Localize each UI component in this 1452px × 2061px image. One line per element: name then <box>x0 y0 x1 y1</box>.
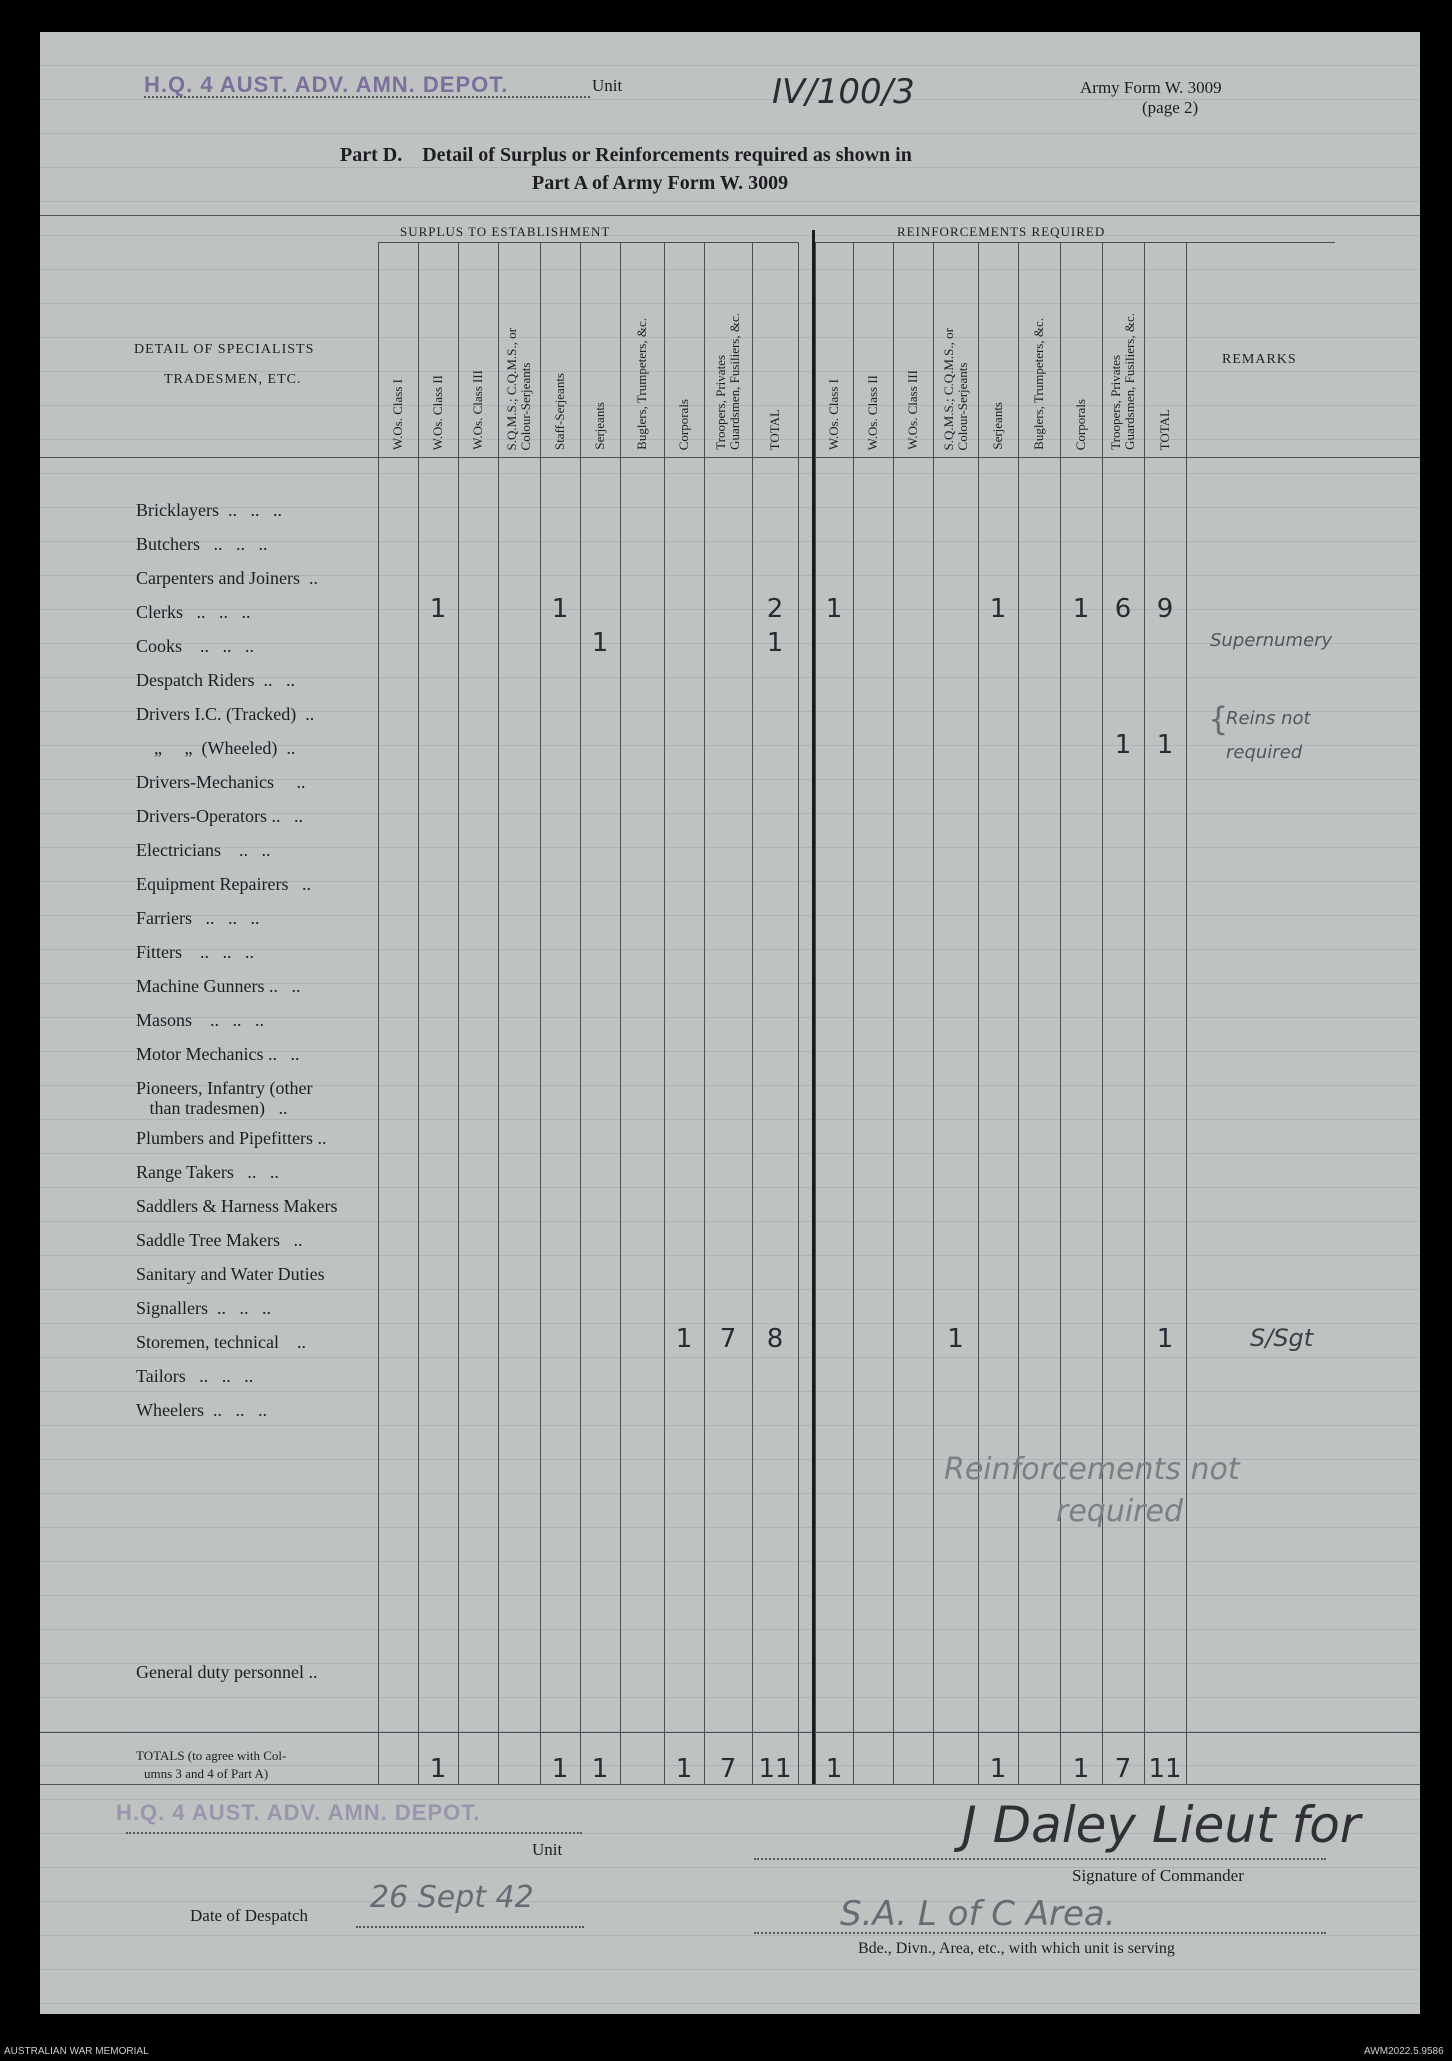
column-divider <box>752 242 753 1784</box>
column-divider <box>933 242 934 1784</box>
date-of-despatch-value: 26 Sept 42 <box>370 1880 534 1915</box>
unit-label: Unit <box>592 76 623 95</box>
row-label: „ „ (Wheeled) .. <box>136 738 296 758</box>
area-value: S.A. L of C Area. <box>840 1894 1116 1934</box>
column-divider <box>1060 242 1061 1784</box>
remark-general-2: required <box>1056 1494 1184 1529</box>
totals-value: 7 <box>719 1754 737 1784</box>
column-divider <box>620 242 621 1784</box>
column-header-label: W.Os. Class II <box>865 374 880 450</box>
column-header-label: Troopers, Privates Guardsmen, Fusiliers, &c. <box>713 313 742 450</box>
row-label: Masons .. .. .. <box>136 1010 265 1030</box>
reinforcement-column-header <box>933 250 978 450</box>
row-label: Range Takers .. .. <box>136 1162 279 1182</box>
cell-value: 1 <box>675 1324 693 1354</box>
column-header-label: Troopers, Privates Guardsmen, Fusiliers, &c. <box>1108 313 1137 450</box>
remark-cooks: Supernumery <box>1210 630 1333 651</box>
section-divider <box>812 230 815 1784</box>
reinforcement-column-header <box>853 250 893 450</box>
reinforcement-column-header <box>1102 250 1144 450</box>
part-title-line-1: Part D. Detail of Surplus or Reinforcements required as shown in <box>340 144 912 166</box>
column-divider <box>664 242 665 1784</box>
column-divider <box>540 242 541 1784</box>
archive-credit: AUSTRALIAN WAR MEMORIAL <box>4 2046 149 2057</box>
reinforcement-column-header <box>1018 250 1060 450</box>
form-sheet <box>40 32 1420 2014</box>
column-header-label: TOTAL <box>1157 408 1172 450</box>
column-header-label: W.Os. Class III <box>905 370 920 450</box>
cell-value: 1 <box>1156 730 1174 760</box>
row-label: Cooks .. .. .. <box>136 636 255 656</box>
column-divider <box>418 242 419 1784</box>
column-header-label: W.Os. Class I <box>826 378 841 450</box>
remark-storemen: S/Sgt <box>1250 1324 1314 1352</box>
totals-value: 1 <box>1072 1754 1090 1784</box>
row-label: Tailors .. .. .. <box>136 1366 254 1386</box>
cell-value: 1 <box>766 628 784 658</box>
row-label: Drivers-Operators .. .. <box>136 806 303 826</box>
reference-number: IV/100/3 <box>772 72 915 112</box>
reinforcement-column-header <box>893 250 933 450</box>
totals-value: 7 <box>1114 1754 1132 1784</box>
surplus-heading: SURPLUS TO ESTABLISHMENT <box>400 224 611 239</box>
cell-value: 1 <box>1156 1324 1174 1354</box>
row-label: Storemen, technical .. <box>136 1332 306 1352</box>
area-line <box>754 1932 1326 1934</box>
column-header-label: W.Os. Class III <box>470 370 485 450</box>
cell-value: 1 <box>1072 594 1090 624</box>
column-header-label: W.Os. Class II <box>430 374 445 450</box>
column-header-label: Corporals <box>1073 398 1088 450</box>
table-bottom-rule <box>40 1784 1420 1785</box>
footer-unit-stamp: H.Q. 4 AUST. ADV. AMN. DEPOT. <box>116 1800 481 1825</box>
cell-value: 1 <box>591 628 609 658</box>
reinforcement-column-header <box>1060 250 1102 450</box>
column-divider <box>1144 242 1145 1784</box>
date-of-despatch-label: Date of Despatch <box>190 1906 309 1925</box>
surplus-column-header <box>580 250 620 450</box>
totals-label-1: TOTALS (to agree with Col- <box>136 1748 287 1763</box>
column-divider <box>893 242 894 1784</box>
cell-value: 7 <box>719 1324 737 1354</box>
surplus-column-header <box>418 250 458 450</box>
totals-value: 1 <box>825 1754 843 1784</box>
column-header-label: Serjeants <box>592 402 607 450</box>
table-top-rule <box>40 215 1420 216</box>
area-label: Bde., Divn., Area, etc., with which unit is serving <box>858 1940 1175 1957</box>
archive-reference: AWM2022.5.9586 <box>1364 2046 1444 2057</box>
row-label: Signallers .. .. .. <box>136 1298 271 1318</box>
unit-stamp: H.Q. 4 AUST. ADV. AMN. DEPOT. <box>144 72 509 97</box>
row-label: Butchers .. .. .. <box>136 534 268 554</box>
column-header-label: Staff-Serjeants <box>552 372 567 450</box>
remark-brace: { <box>1208 700 1229 738</box>
column-divider <box>458 242 459 1784</box>
column-divider <box>378 242 379 1784</box>
cell-value: 8 <box>766 1324 784 1354</box>
row-label: Farriers .. .. .. <box>136 908 260 928</box>
signature-line <box>754 1858 1326 1860</box>
form-name: Army Form W. 3009 <box>1080 78 1222 97</box>
surplus-column-header <box>704 250 752 450</box>
column-header-label: W.Os. Class I <box>390 378 405 450</box>
row-label: Plumbers and Pipefitters .. <box>136 1128 327 1148</box>
row-label: Clerks .. .. .. <box>136 602 251 622</box>
cell-value: 1 <box>989 594 1007 624</box>
surplus-column-header <box>664 250 704 450</box>
part-title-line-2: Part A of Army Form W. 3009 <box>532 172 789 194</box>
remark-general-1: Reinforcements not <box>944 1452 1240 1487</box>
column-header-label: Serjeants <box>990 402 1005 450</box>
column-divider <box>815 242 816 1784</box>
remark-wheeled-2: required <box>1226 742 1303 763</box>
totals-value: 11 <box>758 1754 792 1784</box>
row-label: Pioneers, Infantry (other than tradesmen) .. <box>136 1078 313 1118</box>
row-label: Carpenters and Joiners .. <box>136 568 318 588</box>
row-label: Despatch Riders .. .. <box>136 670 295 690</box>
surplus-column-header <box>620 250 664 450</box>
cell-value: 2 <box>766 594 784 624</box>
detail-heading-2: TRADESMEN, ETC. <box>164 372 302 387</box>
column-header-label: S.Q.M.S.; C.Q.M.S., or Colour-Serjeants <box>504 327 533 450</box>
row-label: Saddlers & Harness Makers <box>136 1196 338 1216</box>
column-divider <box>580 242 581 1784</box>
column-divider <box>853 242 854 1784</box>
column-header-label: Corporals <box>676 398 691 450</box>
totals-value: 1 <box>675 1754 693 1784</box>
row-label: Fitters .. .. .. <box>136 942 255 962</box>
column-divider <box>978 242 979 1784</box>
column-divider <box>498 242 499 1784</box>
unit-dotted-line <box>144 96 590 98</box>
form-page: (page 2) <box>1142 98 1199 117</box>
column-divider <box>1102 242 1103 1784</box>
remarks-heading: REMARKS <box>1222 352 1297 367</box>
date-dotted-line <box>356 1926 584 1928</box>
table-head-rule <box>40 457 1420 458</box>
row-label: Sanitary and Water Duties <box>136 1264 325 1284</box>
remark-wheeled-1: Reins not <box>1226 708 1311 729</box>
reinforcement-column-header <box>1144 250 1186 450</box>
general-duty-label: General duty personnel .. <box>136 1662 318 1682</box>
totals-label-2: umns 3 and 4 of Part A) <box>144 1766 269 1781</box>
row-label: Machine Gunners .. .. <box>136 976 301 996</box>
surplus-heading-rule <box>378 242 798 243</box>
cell-value: 1 <box>825 594 843 624</box>
column-divider <box>798 242 799 1784</box>
row-label: Equipment Repairers .. <box>136 874 311 894</box>
cell-value: 1 <box>1114 730 1132 760</box>
cell-value: 1 <box>429 594 447 624</box>
cell-value: 9 <box>1156 594 1174 624</box>
row-label: Bricklayers .. .. .. <box>136 500 282 520</box>
column-divider <box>1186 242 1187 1784</box>
surplus-column-header <box>752 250 798 450</box>
totals-value: 1 <box>989 1754 1007 1784</box>
column-divider <box>1018 242 1019 1784</box>
row-label: Wheelers .. .. .. <box>136 1400 267 1420</box>
row-label: Motor Mechanics .. .. <box>136 1044 300 1064</box>
column-header-label: Buglers, Trumpeters, &c. <box>1031 318 1046 450</box>
reinforcement-column-header <box>978 250 1018 450</box>
surplus-column-header <box>378 250 418 450</box>
signature-label: Signature of Commander <box>1072 1866 1244 1885</box>
row-label: Saddle Tree Makers .. <box>136 1230 303 1250</box>
footer-unit-line <box>126 1832 582 1834</box>
column-divider <box>704 242 705 1784</box>
totals-value: 1 <box>429 1754 447 1784</box>
cell-value: 1 <box>551 594 569 624</box>
commander-signature: J Daley Lieut for <box>962 1796 1361 1854</box>
totals-value: 11 <box>1148 1754 1182 1784</box>
row-label: Electricians .. .. <box>136 840 271 860</box>
row-label: Drivers I.C. (Tracked) .. <box>136 704 315 724</box>
footer-unit-label: Unit <box>532 1840 563 1859</box>
row-label: Drivers-Mechanics .. <box>136 772 306 792</box>
detail-heading-1: DETAIL OF SPECIALISTS <box>134 342 315 357</box>
reinforcement-column-header <box>815 250 853 450</box>
cell-value: 6 <box>1114 594 1132 624</box>
totals-value: 1 <box>591 1754 609 1784</box>
surplus-column-header <box>458 250 498 450</box>
column-header-label: TOTAL <box>767 408 782 450</box>
totals-value: 1 <box>551 1754 569 1784</box>
surplus-column-header <box>540 250 580 450</box>
cell-value: 1 <box>947 1324 964 1354</box>
surplus-column-header <box>498 250 540 450</box>
column-header-label: Buglers, Trumpeters, &c. <box>634 318 649 450</box>
column-header-label: S.Q.M.S.; C.Q.M.S., or Colour-Serjeants <box>940 327 970 450</box>
reinforcements-heading: REINFORCEMENTS REQUIRED <box>897 224 1106 239</box>
totals-rule <box>40 1732 1420 1733</box>
